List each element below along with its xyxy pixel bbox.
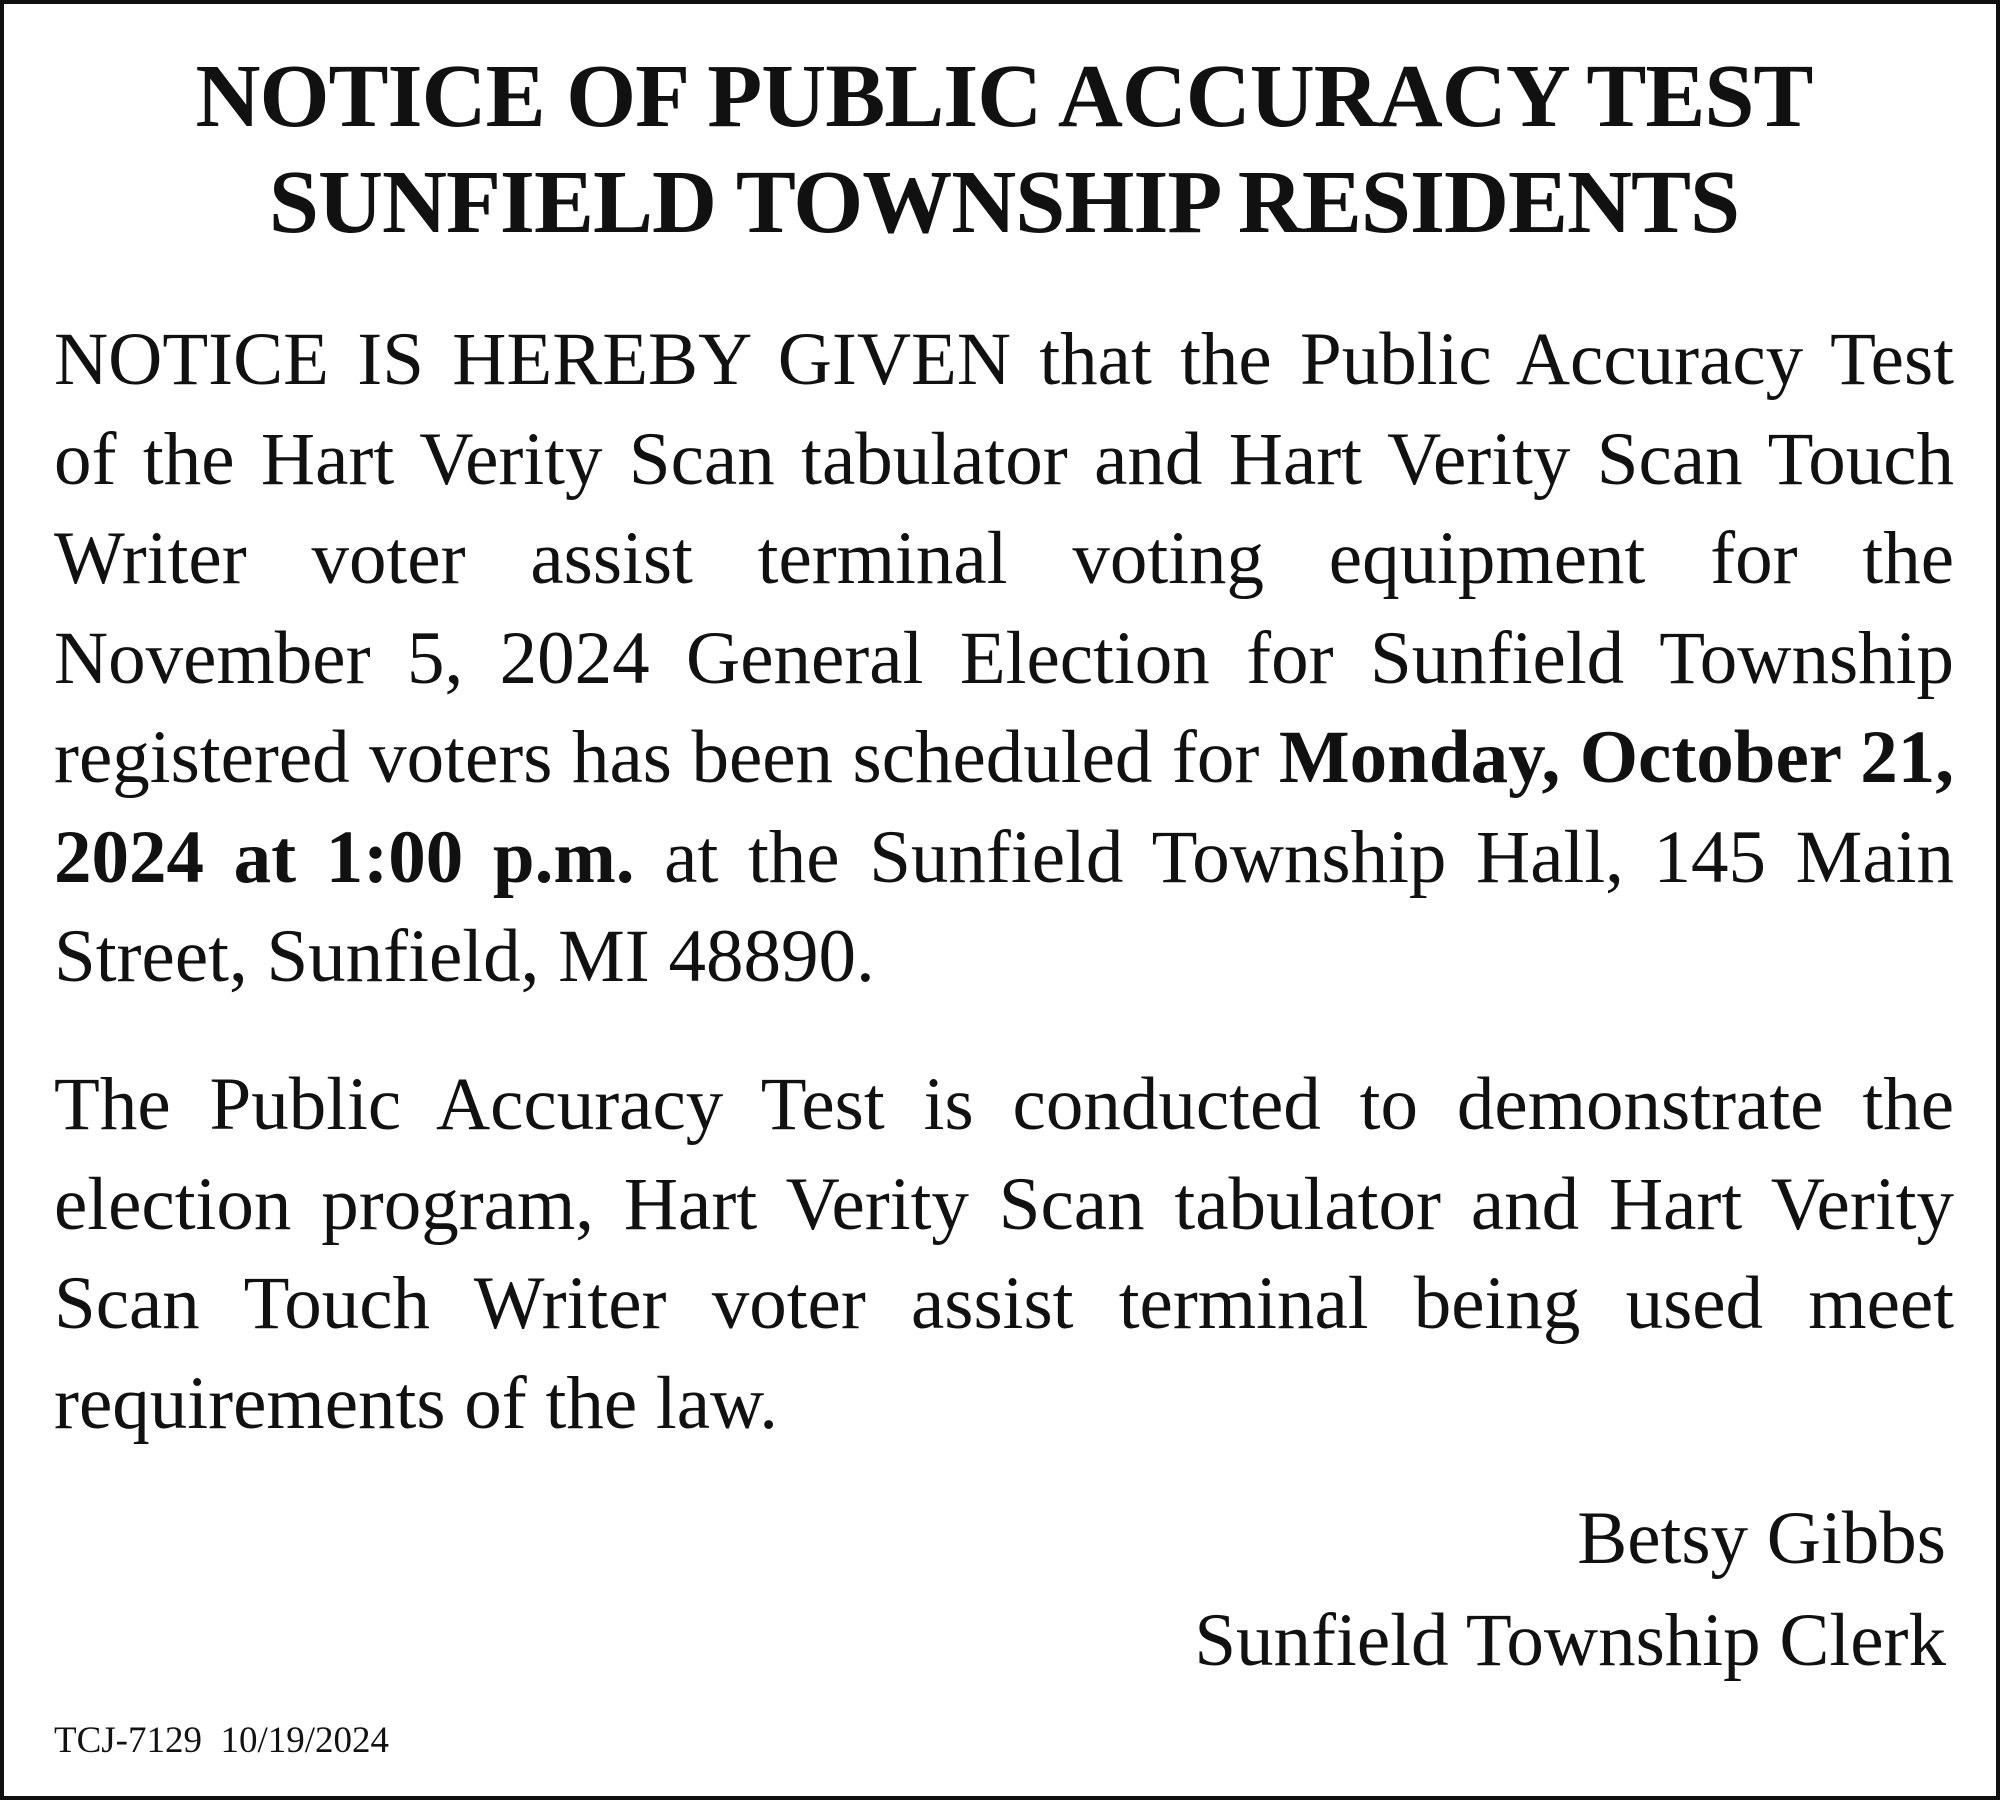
notice-paragraph-1	[54, 310, 1954, 1007]
notice-paragraph-1-text-before: NOTICE IS HEREBY GIVEN that the Public Accuracy Test of the Hart Verity Scan tabulator and Hart Verity Scan Touch Writer voter assist terminal voting equipment for the November 5, 2024 General Election for Sunfield Township registered voters has been scheduled for	[54, 318, 1954, 799]
notice-title	[4, 44, 2000, 256]
notice-title-line-1: NOTICE OF PUBLIC ACCURACY TEST	[195, 47, 1813, 146]
reference-code: TCJ-7129	[54, 1720, 202, 1761]
notice-date-time: Monday, October 21, 2024 at 1:00 p.m.	[54, 716, 1954, 899]
notice-title-line-2: SUNFIELD TOWNSHIP RESIDENTS	[268, 153, 1740, 252]
signature-title: Sunfield Township Clerk	[1194, 1599, 1946, 1682]
reference-line	[54, 1719, 389, 1763]
signature-name: Betsy Gibbs	[1577, 1497, 1946, 1580]
notice-paragraph-2: The Public Accuracy Test is conducted to demonstrate the election program, Hart Verity Scan tabulator and Hart Verity Scan Touch Writer voter assist terminal being used meet requirements of the law.	[54, 1063, 1954, 1445]
notice-paragraph-1-text-after: at the Sunfield Township Hall, 145 Main Street, Sunfield, MI 48890.	[54, 815, 1954, 998]
reference-date: 10/19/2024	[220, 1720, 390, 1761]
